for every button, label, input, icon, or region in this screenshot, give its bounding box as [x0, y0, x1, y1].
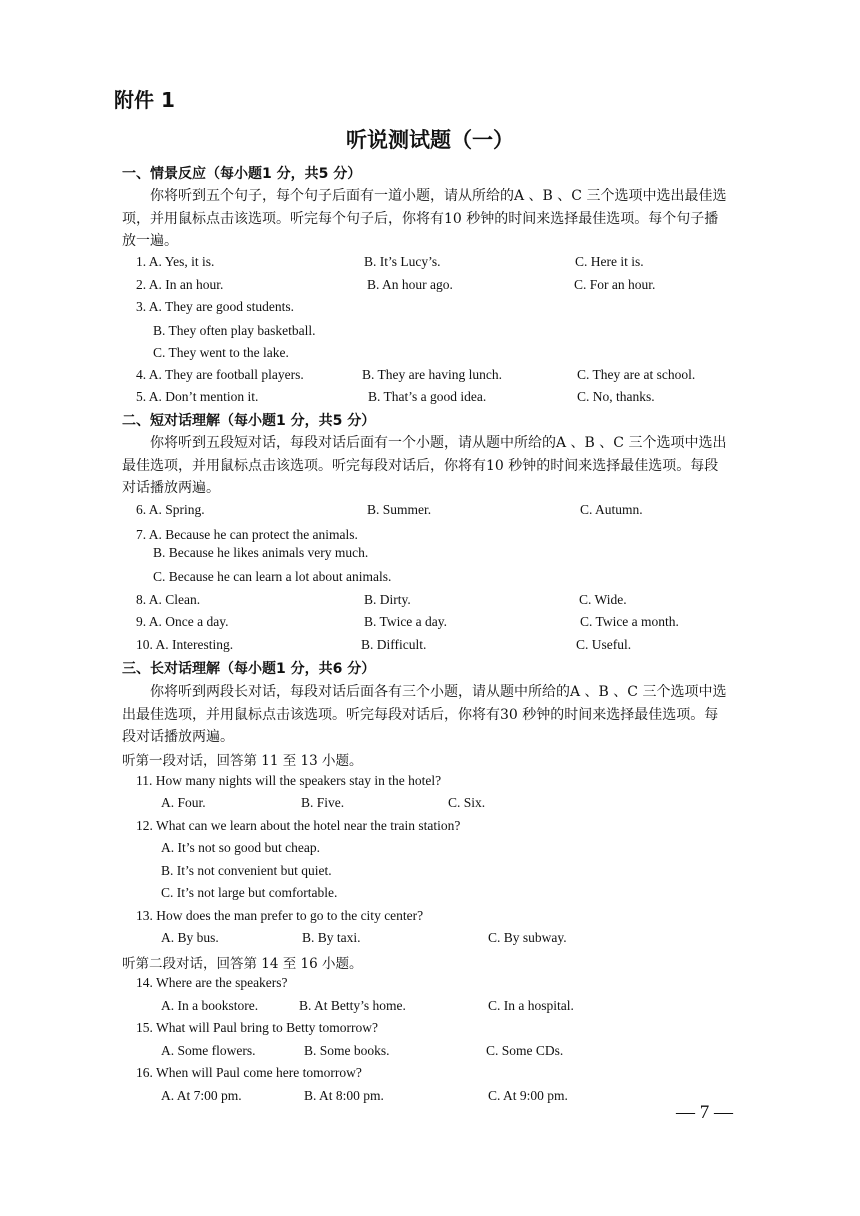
option-c[interactable]: C. Wide.	[579, 592, 627, 607]
option-a[interactable]: 7. A. Because he can protect the animals.	[136, 527, 358, 542]
question-stem: 11. How many nights will the speakers stay in the hotel?	[136, 773, 442, 788]
option-a[interactable]: 9. A. Once a day.	[136, 614, 229, 629]
option-c[interactable]: C. Useful.	[576, 637, 632, 652]
option-c[interactable]: C. For an hour.	[574, 277, 656, 292]
question-stem: 16. When will Paul come here tomorrow?	[136, 1065, 362, 1080]
option-c[interactable]: C. Some CDs.	[486, 1043, 564, 1058]
option-b[interactable]: B. Five.	[301, 795, 345, 810]
option-b[interactable]: B. At Betty’s home.	[299, 998, 406, 1013]
section-instructions: 你将听到五段短对话，每段对话后面有一个小题，请从题中所给的A 、B 、C 三个选项中选出最佳选项，并用鼠标点击该选项。听完每段对话后，你将有10 秒钟的时间来选择最佳选项。每段对话播放两遍。	[122, 435, 727, 496]
question-stem: 14. Where are the speakers?	[136, 975, 288, 990]
option-c[interactable]: C. They went to the lake.	[153, 345, 289, 360]
page-number: — 7 —	[676, 1102, 733, 1123]
option-b[interactable]: B. They often play basketball.	[153, 323, 316, 338]
option-c[interactable]: C. It’s not large but comfortable.	[161, 885, 338, 900]
question-stem: 15. What will Paul bring to Betty tomorrow?	[136, 1020, 378, 1035]
option-b[interactable]: B. By taxi.	[302, 930, 361, 945]
option-c[interactable]: C. By subway.	[488, 930, 567, 945]
option-b[interactable]: B. They are having lunch.	[362, 367, 502, 382]
option-b[interactable]: B. Twice a day.	[364, 614, 448, 629]
option-a[interactable]: A. In a bookstore.	[161, 998, 259, 1013]
option-b[interactable]: B. Because he likes animals very much.	[153, 545, 369, 560]
option-b[interactable]: B. That’s a good idea.	[368, 389, 487, 404]
option-c[interactable]: C. Twice a month.	[580, 614, 679, 629]
section-instructions: 你将听到五个句子，每个句子后面有一道小题，请从所给的A 、B 、C 三个选项中选出最佳选项，并用鼠标点击该选项。听完每个句子后，你将有10 秒钟的时间来选择最佳选项。每个句子播放一遍。	[122, 188, 727, 249]
option-c[interactable]: C. No, thanks.	[577, 389, 655, 404]
option-a[interactable]: 4. A. They are football players.	[136, 367, 304, 382]
option-a[interactable]: A. At 7:00 pm.	[161, 1088, 242, 1103]
section-heading: 二、短对话理解（每小题1 分，共5 分）	[122, 413, 376, 429]
option-c[interactable]: C. At 9:00 pm.	[488, 1088, 568, 1103]
question-stem: 12. What can we learn about the hotel near the train station?	[136, 818, 461, 833]
section-heading: 一、情景反应（每小题1 分，共5 分）	[122, 166, 362, 182]
option-a[interactable]: 3. A. They are good students.	[136, 299, 294, 314]
dialog-intro: 听第一段对话，回答第 11 至 13 小题。	[122, 753, 363, 769]
option-b[interactable]: B. Difficult.	[361, 637, 427, 652]
option-a[interactable]: 10. A. Interesting.	[136, 637, 234, 652]
option-b[interactable]: B. Dirty.	[364, 592, 411, 607]
option-a[interactable]: A. Four.	[161, 795, 206, 810]
attachment-label: 附件 1	[114, 88, 175, 112]
option-a[interactable]: 1. A. Yes, it is.	[136, 254, 215, 269]
option-c[interactable]: C. Six.	[448, 795, 486, 810]
option-c[interactable]: C. In a hospital.	[488, 998, 574, 1013]
dialog-intro: 听第二段对话，回答第 14 至 16 小题。	[122, 956, 363, 972]
option-b[interactable]: B. It’s not convenient but quiet.	[161, 863, 332, 878]
option-b[interactable]: B. At 8:00 pm.	[304, 1088, 384, 1103]
option-a[interactable]: 2. A. In an hour.	[136, 277, 224, 292]
option-a[interactable]: 6. A. Spring.	[136, 502, 205, 517]
option-c[interactable]: C. Because he can learn a lot about animals.	[153, 569, 392, 584]
option-a[interactable]: 5. A. Don’t mention it.	[136, 389, 259, 404]
option-b[interactable]: B. Summer.	[367, 502, 432, 517]
section-instructions: 你将听到两段长对话，每段对话后面各有三个小题，请从题中所给的A 、B 、C 三个选项中选出最佳选项，并用鼠标点击该选项。听完每段对话后，你将有30 秒钟的时间来选择最佳选项。每段对话播放两遍。	[122, 684, 727, 745]
option-c[interactable]: C. Here it is.	[575, 254, 644, 269]
question-stem: 13. How does the man prefer to go to the city center?	[136, 908, 424, 923]
option-b[interactable]: B. It’s Lucy’s.	[364, 254, 441, 269]
page-title: 听说测试题（一）	[346, 128, 514, 152]
option-a[interactable]: 8. A. Clean.	[136, 592, 201, 607]
option-b[interactable]: B. An hour ago.	[367, 277, 453, 292]
option-c[interactable]: C. Autumn.	[580, 502, 643, 517]
option-b[interactable]: B. Some books.	[304, 1043, 390, 1058]
option-a[interactable]: A. By bus.	[161, 930, 219, 945]
option-c[interactable]: C. They are at school.	[577, 367, 696, 382]
section-heading: 三、长对话理解（每小题1 分，共6 分）	[122, 661, 376, 677]
option-a[interactable]: A. It’s not so good but cheap.	[161, 840, 320, 855]
option-a[interactable]: A. Some flowers.	[161, 1043, 256, 1058]
